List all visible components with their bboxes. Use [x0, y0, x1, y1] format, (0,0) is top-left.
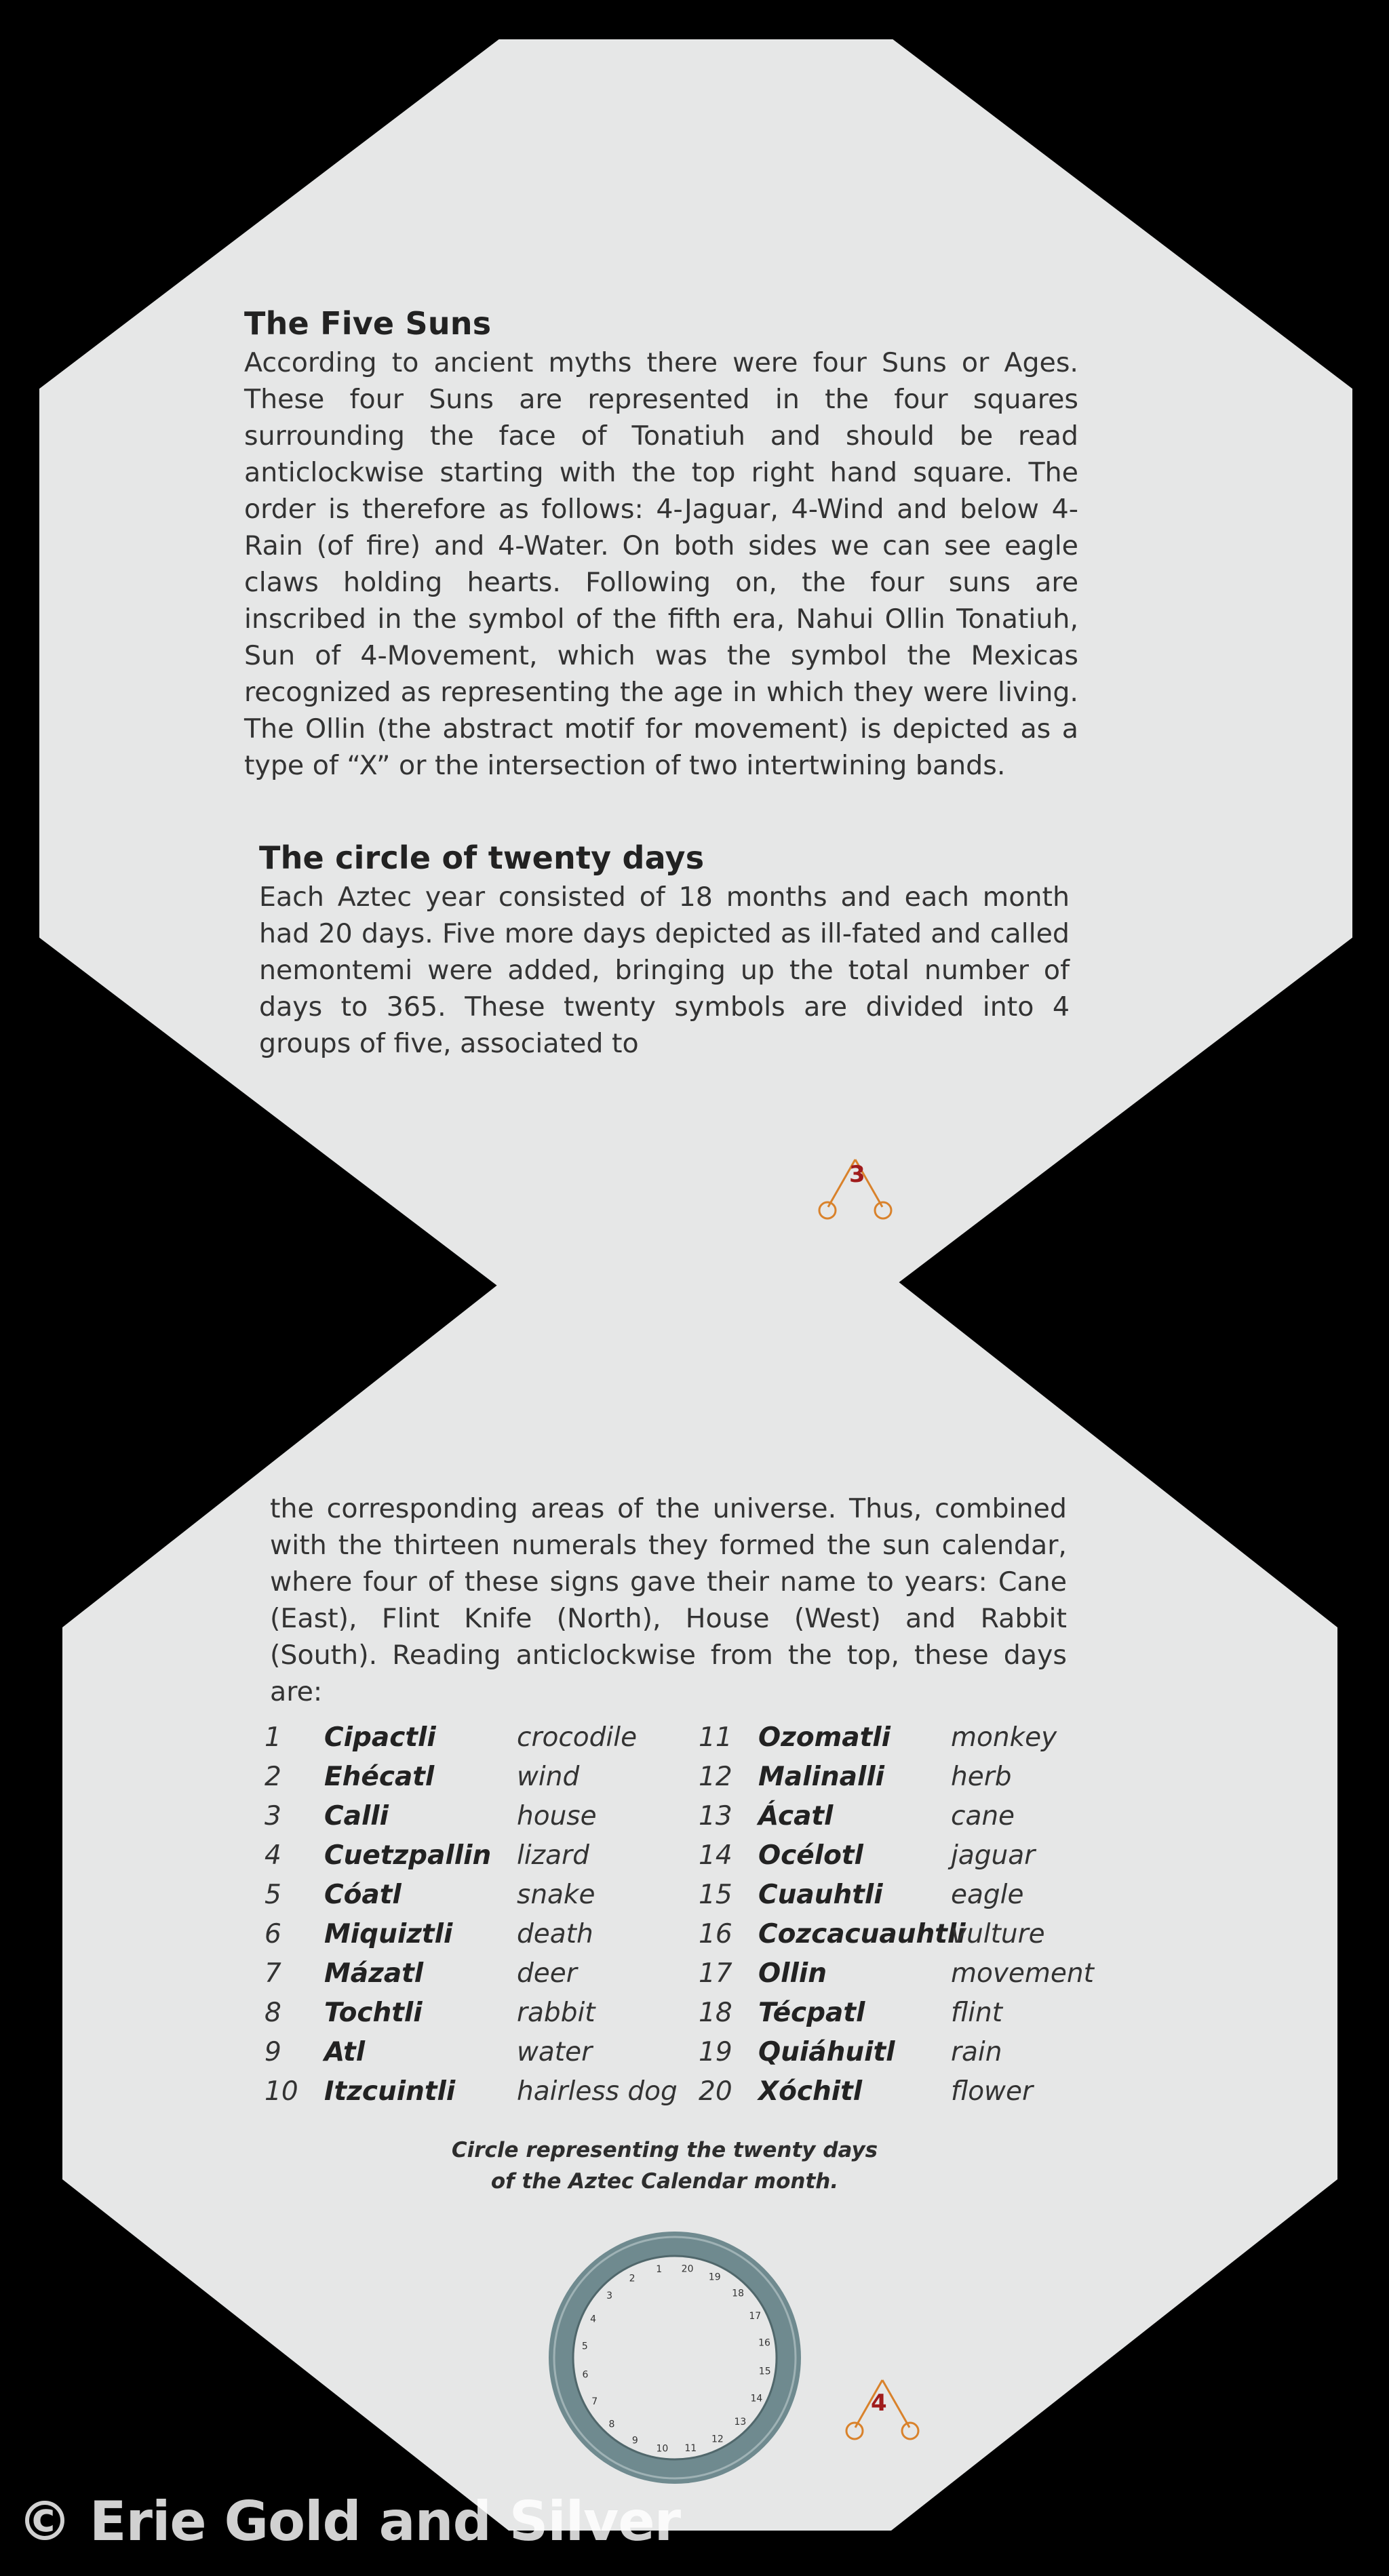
day-number: 13	[699, 1801, 732, 1831]
circle-numeral: 4	[590, 2314, 597, 2325]
day-name: Miquiztli	[324, 1919, 453, 1949]
day-name: Ollin	[758, 1958, 827, 1989]
day-name: Tochtli	[324, 1998, 423, 2028]
list-item	[699, 1998, 1133, 2037]
day-meaning: deer	[517, 1958, 577, 1989]
day-meaning: flint	[951, 1998, 1003, 2028]
list-item	[699, 2037, 1133, 2076]
list-item	[699, 1880, 1133, 1919]
circle-numeral: 1	[656, 2264, 663, 2275]
day-name: Malinalli	[758, 1762, 885, 1792]
day-meaning: vulture	[951, 1919, 1045, 1949]
circle-numeral: 11	[684, 2443, 697, 2454]
circle-numeral: 16	[758, 2337, 770, 2349]
page-number-4: 4	[871, 2390, 887, 2417]
day-number: 9	[265, 2037, 281, 2067]
day-meaning: snake	[517, 1880, 595, 1910]
day-meaning: death	[517, 1919, 593, 1949]
day-number: 10	[265, 2076, 298, 2107]
day-name: Océlotl	[758, 1840, 863, 1871]
circle-numeral: 20	[681, 2263, 694, 2275]
list-item	[699, 2076, 1133, 2116]
circle-numeral: 7	[591, 2396, 598, 2407]
list-item	[265, 1762, 699, 1801]
day-number: 17	[699, 1958, 732, 1989]
day-name: Itzcuintli	[324, 2076, 456, 2107]
day-number: 14	[699, 1840, 732, 1871]
day-name: Cuauhtli	[758, 1880, 883, 1910]
day-number: 18	[699, 1998, 732, 2028]
day-name: Ehécatl	[324, 1762, 435, 1792]
day-meaning: hairless dog	[517, 2076, 678, 2107]
circle-numeral: 8	[608, 2419, 615, 2430]
day-number: 8	[265, 1998, 281, 2028]
day-meaning: movement	[951, 1958, 1094, 1989]
twenty-days-paragraph: Each Aztec year consisted of 18 months and each month had 20 days. Five more days depicted as ill-fated and called nemontemi were added, bringing up the total number of days to 365. These twenty symbols are divided into 4 groups of five, associated to	[259, 881, 1070, 1059]
day-number: 12	[699, 1762, 732, 1792]
day-name: Calli	[324, 1801, 389, 1831]
circle-numeral: 13	[734, 2417, 747, 2428]
list-item	[265, 1880, 699, 1919]
circle-numeral: 2	[629, 2273, 635, 2284]
day-number: 1	[265, 1722, 281, 1753]
list-item	[265, 1840, 699, 1880]
day-meaning: cane	[951, 1801, 1015, 1831]
day-meaning: crocodile	[517, 1722, 638, 1753]
list-item	[265, 1998, 699, 2037]
twenty-days-circle-icon	[543, 2225, 807, 2490]
circle-caption	[407, 2135, 922, 2197]
five-suns-section	[244, 305, 1078, 784]
day-signs-list	[265, 1722, 1146, 2129]
day-number: 16	[699, 1919, 732, 1949]
list-item	[699, 1919, 1133, 1958]
caption-line-2: of the Aztec Calendar month.	[490, 2169, 839, 2194]
day-name: Técpatl	[758, 1998, 865, 2028]
circle-numeral: 5	[581, 2341, 588, 2352]
continuation-paragraph: the corresponding areas of the universe. Thus, combined with the thirteen numerals they formed the sun calendar, where four of these signs gave their name to years: Cane (East), Flint Knife (North), House (West) and Rabbit (South). Reading anticlockwise from the top, these days are:	[270, 1493, 1067, 1707]
list-item	[265, 1801, 699, 1840]
day-name: Cipactli	[324, 1722, 436, 1753]
five-suns-paragraph: According to ancient myths there were four Suns or Ages. These four Suns are represented in the four squares surrounding the face of Tonatiuh and should be read anticlockwise starting with the top right hand square. The order is therefore as follows: 4-Jaguar, 4-Wind and below 4-Rain (of fire) and 4-Water. On both sides we can see eagle claws holding hearts. Following on, the four suns are inscribed in the symbol of the fifth era, Nahui Ollin Tonatiuh, Sun of 4-Movement, which was the symbol the Mexicas recognized as representing the age in which they were living. The Ollin (the abstract motif for movement) is depicted as a type of “X” or the intersection of two intertwining bands.	[244, 347, 1078, 781]
circle-numeral: 15	[758, 2366, 771, 2377]
day-name: Xóchitl	[758, 2076, 863, 2107]
list-item	[265, 1958, 699, 1998]
day-name: Ozomatli	[758, 1722, 891, 1753]
circle-numeral: 14	[750, 2393, 763, 2404]
day-number: 4	[265, 1840, 281, 1871]
page-number-3: 3	[849, 1161, 865, 1188]
circle-numeral: 19	[708, 2272, 721, 2283]
circle-numeral: 17	[749, 2311, 762, 2322]
circle-numeral: 18	[732, 2288, 745, 2299]
day-number: 2	[265, 1762, 281, 1792]
circle-numeral: 6	[582, 2369, 589, 2381]
list-item	[265, 1919, 699, 1958]
twenty-days-section	[259, 839, 1070, 1062]
list-item	[699, 1762, 1133, 1801]
day-meaning: rain	[951, 2037, 1002, 2067]
day-name: Cozcacuauhtli	[758, 1919, 966, 1949]
day-meaning: lizard	[517, 1840, 589, 1871]
day-number: 3	[265, 1801, 281, 1831]
circle-numeral: 10	[656, 2443, 669, 2455]
list-item	[265, 2076, 699, 2116]
continuation-section	[270, 1490, 1067, 1710]
caption-line-1: Circle representing the twenty days	[451, 2138, 878, 2162]
list-item	[699, 1958, 1133, 1998]
day-meaning: jaguar	[951, 1840, 1036, 1871]
day-number: 19	[699, 2037, 732, 2067]
day-meaning: monkey	[951, 1722, 1057, 1753]
day-number: 6	[265, 1919, 281, 1949]
section-heading-twenty-days: The circle of twenty days	[259, 839, 705, 876]
day-number: 5	[265, 1880, 281, 1910]
day-name: Atl	[324, 2037, 366, 2067]
list-item	[699, 1722, 1133, 1762]
day-meaning: rabbit	[517, 1998, 595, 2028]
day-number: 20	[699, 2076, 732, 2107]
day-number: 11	[699, 1722, 732, 1753]
watermark: © Erie Gold and Silver	[18, 2490, 681, 2553]
day-meaning: water	[517, 2037, 593, 2067]
day-name: Cuetzpallin	[324, 1840, 492, 1871]
day-meaning: wind	[517, 1762, 580, 1792]
list-item	[265, 1722, 699, 1762]
list-item	[265, 2037, 699, 2076]
day-number: 15	[699, 1880, 732, 1910]
section-heading-five-suns: The Five Suns	[244, 305, 492, 342]
day-meaning: flower	[951, 2076, 1033, 2107]
circle-numeral: 3	[606, 2290, 613, 2301]
day-name: Cóatl	[324, 1880, 402, 1910]
list-item	[699, 1801, 1133, 1840]
day-meaning: eagle	[951, 1880, 1024, 1910]
circle-numeral: 12	[711, 2434, 724, 2445]
list-item	[699, 1840, 1133, 1880]
day-meaning: herb	[951, 1762, 1012, 1792]
day-name: Mázatl	[324, 1958, 424, 1989]
day-name: Ácatl	[758, 1801, 834, 1831]
day-number: 7	[265, 1958, 281, 1989]
day-name: Quiáhuitl	[758, 2037, 895, 2067]
day-meaning: house	[517, 1801, 597, 1831]
circle-numeral: 9	[631, 2435, 638, 2446]
